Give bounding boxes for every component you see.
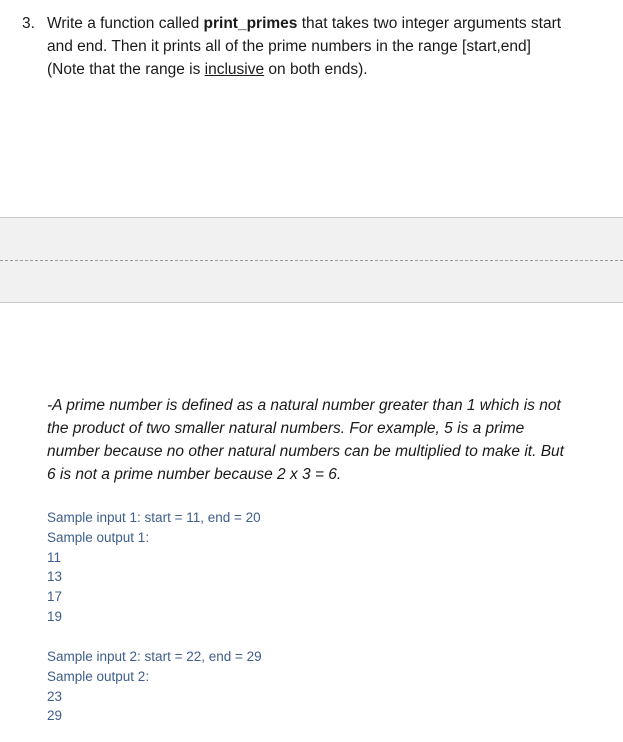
sample-1: [47, 508, 261, 627]
page-break-dashed-line: [0, 260, 623, 261]
sample-1-output-value: 17: [47, 589, 63, 605]
definition-line-3: number because no other natural numbers can be multiplied to make it. But: [47, 443, 564, 460]
definition-line-2: the product of two smaller natural numbers. For example, 5 is a prime: [47, 420, 525, 437]
sample-2-output-label: Sample output 2:: [47, 668, 150, 684]
question-line-1: [47, 12, 602, 35]
question-line-3-pre: (Note that the range is: [47, 61, 205, 78]
question-block: [22, 12, 602, 81]
question-line-2: and end. Then it prints all of the prime numbers in the range [start,end]: [47, 38, 531, 55]
question-text: [47, 12, 602, 81]
question-row: [22, 12, 602, 81]
question-line-1-pre: Write a function called: [47, 15, 204, 32]
sample-1-output-label: Sample output 1:: [47, 529, 150, 545]
sample-2-output-value: 29: [47, 708, 63, 724]
sample-2-output-value: 23: [47, 688, 63, 704]
question-number: 3.: [22, 15, 35, 32]
inclusive-emphasis: inclusive: [204, 61, 265, 78]
sample-1-output-value: 13: [47, 569, 63, 585]
prime-definition: [47, 394, 599, 486]
sample-2: [47, 647, 262, 726]
sample-1-input: Sample input 1: start = 11, end = 20: [47, 510, 261, 525]
sample-2-input: Sample input 2: start = 22, end = 29: [47, 649, 262, 664]
definition-line-1: -A prime number is defined as a natural number greater than 1 which is not: [47, 397, 561, 414]
definition-line-4: 6 is not a prime number because 2 x 3 = 6.: [47, 466, 342, 483]
question-line-3: [47, 58, 602, 81]
function-name: print_primes: [203, 15, 298, 32]
question-line-1-post: that takes two integer arguments start: [297, 15, 562, 32]
question-line-3-post: on both ends).: [264, 61, 368, 78]
sample-1-output-value: 11: [47, 549, 62, 565]
sample-1-output-value: 19: [47, 608, 63, 624]
page-break: [0, 217, 623, 303]
